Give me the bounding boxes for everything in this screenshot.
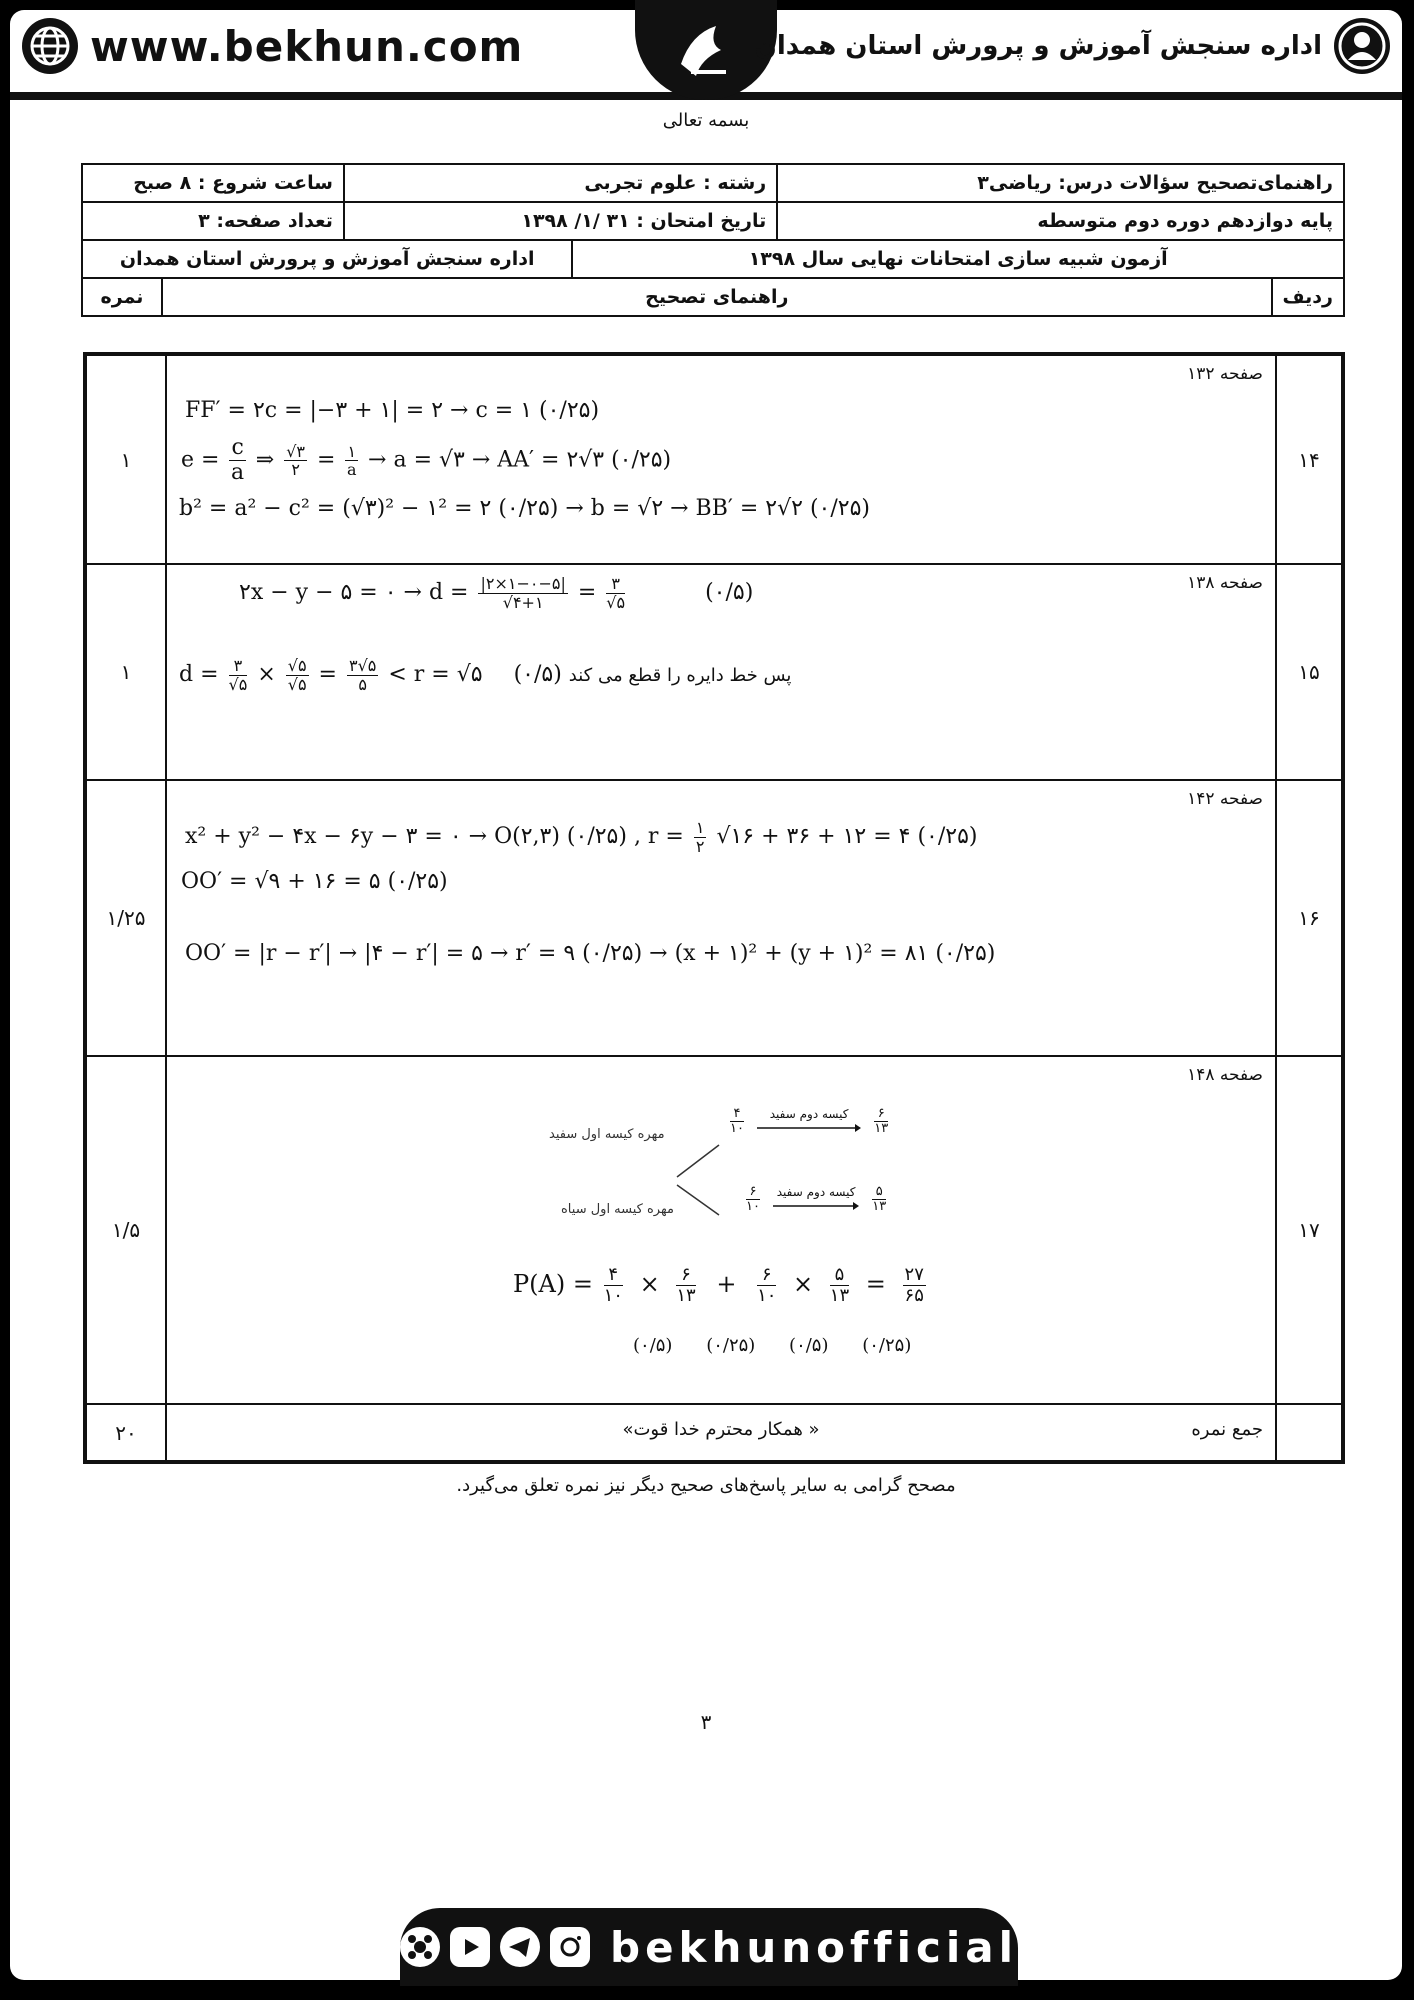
answer-table (83, 352, 1345, 1464)
page-ref: صفحه ۱۴۲ (1187, 789, 1263, 809)
total-score: ۲۰ (85, 1404, 166, 1462)
answer-line: FF′ = ۲c = |−۳ + ۱| = ۲ → c = ۱ (۰/۲۵) (185, 398, 600, 423)
tree-bottom-branch: $\frac{۶}{۱۰}$ کیسه دوم سفید $\frac{۵}{۱۳}$ (746, 1184, 887, 1215)
org-header (755, 18, 1390, 74)
social-bar (400, 1908, 1018, 1986)
total-cell (166, 1404, 1276, 1462)
answer-cell (166, 780, 1276, 1056)
answer-line: OO′ = |r − r′| → |۴ − r′| = ۵ → r′ = ۹ (۰/۲۵) → (x + ۱)² + (y + ۱)² = ۸۱ (۰/۲۵) (185, 941, 996, 966)
col-row-header: ردیف (1272, 278, 1344, 316)
exam-date-cell: تاریخ امتحان : ۳۱ /۱/ ۱۳۹۸ (344, 202, 777, 240)
question-number: ۱۵ (1276, 564, 1343, 780)
course-cell: راهنمای‌تصحیح سؤالات درس: ریاضی۳ (777, 164, 1344, 202)
total-label: جمع نمره (1191, 1419, 1263, 1440)
org-cell: اداره سنجش آموزش و پرورش استان همدان (82, 240, 572, 278)
answer-line: b² = a² − c² = (√۳)² − ۱² = ۲ (۰/۲۵) → b = √۲ → BB′ = ۲√۲ (۰/۲۵) (179, 496, 870, 521)
answer-cell (166, 1056, 1276, 1404)
table-row (85, 1056, 1343, 1404)
question-number: ۱۴ (1276, 354, 1343, 564)
answer-line: d = $\frac{۳}{√۵}$ × $\frac{√۵}{√۵}$ = $\frac{۳√۵}{۵}$ < r = √۵ (۰/۵) پس خط دایره را قطع می کند (179, 656, 792, 694)
question-score: ۱/۵ (85, 1056, 166, 1404)
tree-top-label: مهره کیسه اول سفید (549, 1127, 665, 1142)
page-ref: صفحه ۱۳۲ (1187, 364, 1263, 384)
answer-cell (166, 564, 1276, 780)
grade-cell: پایه دوازدهم دوره دوم متوسطه (777, 202, 1344, 240)
site-link[interactable] (22, 18, 523, 74)
social-handle[interactable]: bekhunofficial (610, 1922, 1019, 1972)
score-breakdown: (۰/۵) (۰/۲۵) (۰/۵) (۰/۲۵) (633, 1335, 912, 1356)
page-ref: صفحه ۱۳۸ (1187, 573, 1263, 593)
page-count-cell: تعداد صفحه: ۳ (82, 202, 344, 240)
field-cell: رشته : علوم تجربی (344, 164, 777, 202)
answer-line: x² + y² − ۴x − ۶y − ۳ = ۰ → O(۲,۳) (۰/۲۵) , r = $\frac{۱}{۲}$ √۱۶ + ۳۶ + ۱۲ = ۴ (۰/۲۵) (185, 818, 978, 856)
page (10, 10, 1402, 1980)
col-guide-header: راهنمای تصحیح (162, 278, 1272, 316)
question-score: ۱/۲۵ (85, 780, 166, 1056)
closing-note: « همکار محترم خدا قوت» (622, 1419, 820, 1440)
exam-info-table (81, 163, 1345, 317)
page-number: ۳ (700, 1710, 712, 1734)
answer-cell (166, 354, 1276, 564)
col-score-header: نمره (82, 278, 162, 316)
probability-formula: P(A) = $\frac{۴}{۱۰}$ × $\frac{۶}{۱۳}$ + $\frac{۶}{۱۰}$ × $\frac{۵}{۱۳}$ = $\frac{۲۷}{۶۵}$ (513, 1264, 924, 1306)
total-row (85, 1404, 1343, 1462)
site-url[interactable]: www.bekhun.com (90, 21, 524, 71)
question-score: ۱ (85, 564, 166, 780)
youtube-icon[interactable] (450, 1927, 490, 1967)
page-ref: صفحه ۱۴۸ (1187, 1065, 1263, 1085)
question-number: ۱۷ (1276, 1056, 1343, 1404)
org-title: اداره سنجش آموزش و پرورش استان همدان (754, 31, 1322, 61)
answer-line: e = $\frac{c}{a}$ ⇒ $\frac{√۳}{۲}$ = $\frac{۱}{a}$ → a = √۳ → AA′ = ۲√۳ (۰/۲۵) (181, 435, 672, 486)
user-icon (1334, 18, 1390, 74)
bismillah: بسمه تعالی (662, 110, 750, 131)
answer-line: OO′ = √۹ + ۱۶ = ۵ (۰/۲۵) (181, 869, 448, 894)
table-row (85, 354, 1343, 564)
table-row (85, 780, 1343, 1056)
aparat-icon[interactable] (400, 1927, 440, 1967)
instagram-icon[interactable] (550, 1927, 590, 1967)
tree-top-branch: $\frac{۴}{۱۰}$ کیسه دوم سفید $\frac{۶}{۱۳}$ (730, 1106, 889, 1137)
start-time-cell: ساعت شروع : ۸ صبح (82, 164, 344, 202)
tree-branches (675, 1127, 735, 1227)
footnote: مصحح گرامی به سایر پاسخ‌های صحیح دیگر نیز نمره تعلق می‌گیرد. (456, 1475, 956, 1496)
telegram-icon[interactable] (500, 1927, 540, 1967)
globe-icon (22, 18, 78, 74)
answer-line: ۲x − y − ۵ = ۰ → d = $\frac{|۲\times ۱-۰-۵|}{√۴+۱}$ = $\frac{۳}{√۵}$ (۰/۵) (239, 574, 754, 612)
question-score: ۱ (85, 354, 166, 564)
header-bar (10, 10, 1402, 100)
exam-name-cell: آزمون شبیه سازی امتحانات نهایی سال ۱۳۹۸ (572, 240, 1344, 278)
tree-bottom-label: مهره کیسه اول سیاه (561, 1202, 674, 1217)
table-row (85, 564, 1343, 780)
question-number: ۱۶ (1276, 780, 1343, 1056)
